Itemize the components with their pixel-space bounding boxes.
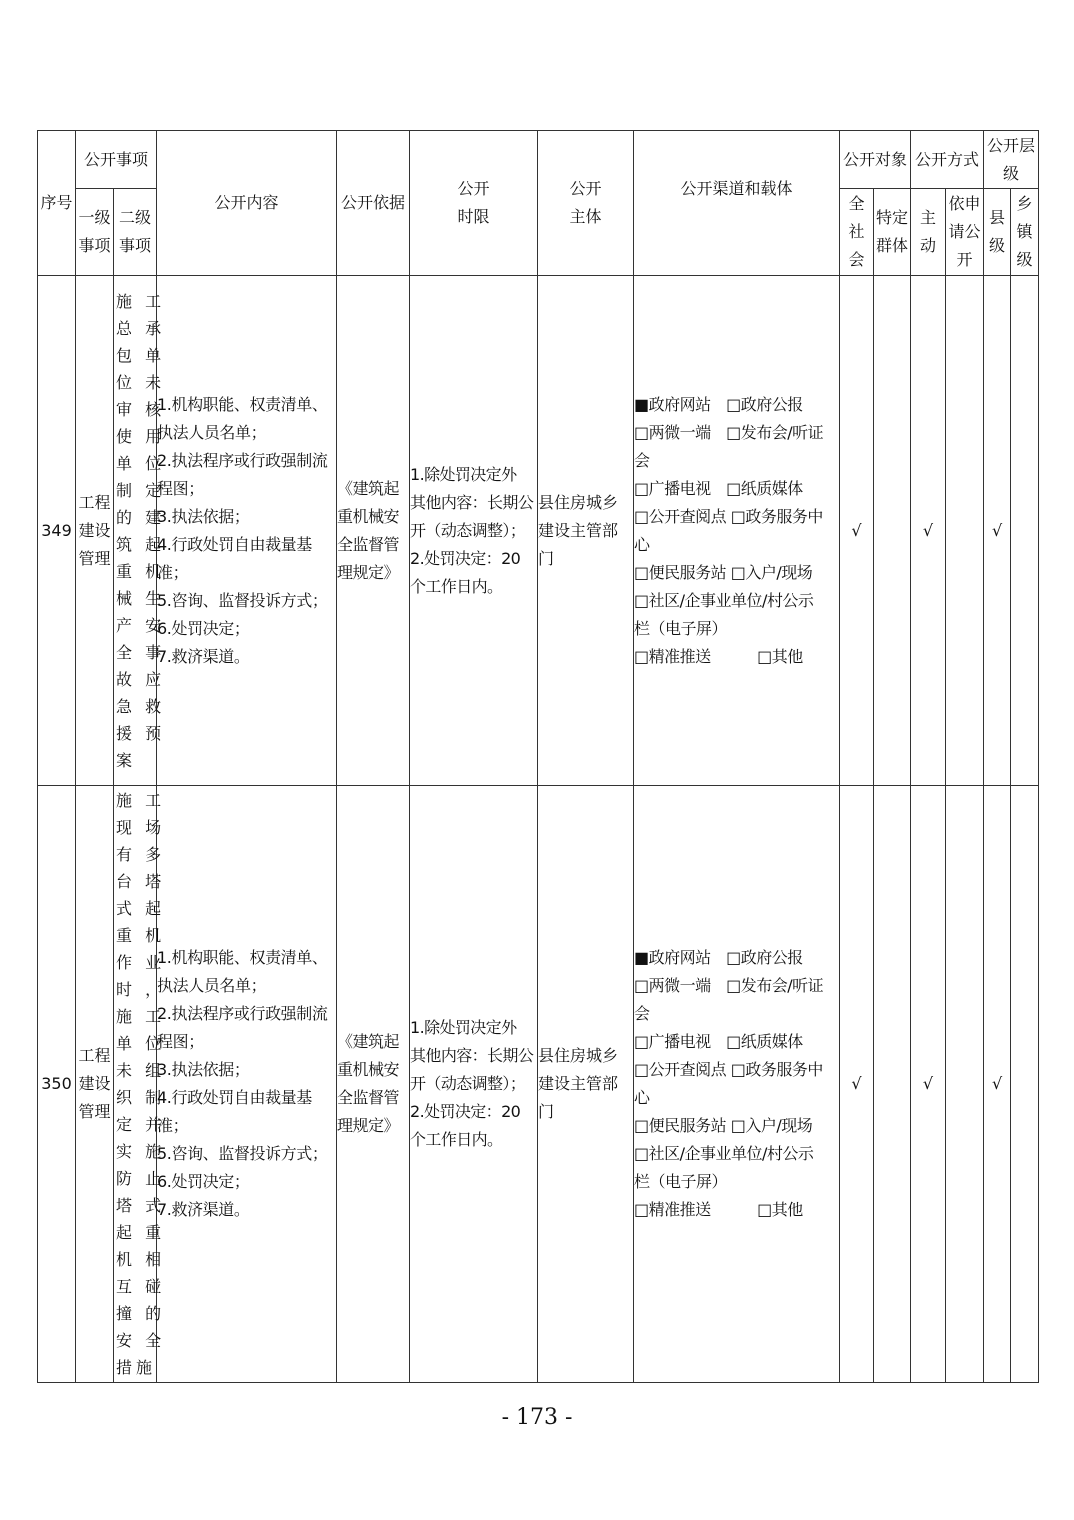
- row-level-town-mark: [1011, 276, 1039, 786]
- header-time-limit: 公开 时限: [410, 131, 538, 276]
- row-audience-all-mark: √: [840, 276, 874, 786]
- header-content: 公开内容: [157, 131, 337, 276]
- row-audience-all-mark: √: [840, 786, 874, 1383]
- row-channel: ■政府网站 □政府公报 □两微一端 □发布会/听证 会 □广播电视 □纸质媒体 □公开查阅点 □政务服务中 心 □便民服务站 □入户/现场 □社区/企事业单位/村公示 栏（电子屏） □精准推送 □其他: [634, 786, 840, 1383]
- header-level-town: 乡 镇 级: [1011, 189, 1039, 276]
- header-item-group: 公开事项: [76, 131, 157, 189]
- row-level-county-mark: √: [984, 276, 1011, 786]
- row-audience-group-mark: [874, 786, 911, 1383]
- row-level2: 施 工 现 场 有 多 台 塔 式 起 重 机 作 业 时 ， 施 工 单 位 未 组 织 制 定 并 实 施 防 止 塔 式 起 重 机 相 互 碰 撞 的 安 全 措施: [116, 791, 166, 1377]
- row-subject: 县住房城乡 建设主管部 门: [538, 786, 634, 1383]
- row-content: 1.机构职能、权责清单、 执法人员名单； 2.执法程序或行政强制流 程图； 3.执法依据； 4.行政处罚自由裁量基 准； 5.咨询、监督投诉方式； 6.处罚决定； 7.救济渠道。: [157, 786, 337, 1383]
- row-time-limit: 1.除处罚决定外 其他内容：长期公 开（动态调整）； 2.处罚决定：20 个工作日内。: [410, 786, 538, 1383]
- row-content: 1.机构职能、权责清单、 执法人员名单； 2.执法程序或行政强制流 程图； 3.执法依据； 4.行政处罚自由裁量基 准； 5.咨询、监督投诉方式； 6.处罚决定； 7.救济渠道。: [157, 276, 337, 786]
- header-level-county: 县 级: [984, 189, 1011, 276]
- row-subject: 县住房城乡 建设主管部 门: [538, 276, 634, 786]
- header-subject: 公开 主体: [538, 131, 634, 276]
- header-audience: 公开对象: [840, 131, 911, 189]
- row-time-limit: 1.除处罚决定外 其他内容：长期公 开（动态调整）； 2.处罚决定：20 个工作日内。: [410, 276, 538, 786]
- disclosure-table: [37, 130, 1039, 1383]
- header-audience-all: 全 社 会: [840, 189, 874, 276]
- header-level: 公开层 级: [984, 131, 1039, 189]
- row-channel: ■政府网站 □政府公报 □两微一端 □发布会/听证 会 □广播电视 □纸质媒体 □公开查阅点 □政务服务中 心 □便民服务站 □入户/现场 □社区/企事业单位/村公示 栏（电子屏） □精准推送 □其他: [634, 276, 840, 786]
- row-audience-group-mark: [874, 276, 911, 786]
- header-method: 公开方式: [911, 131, 984, 189]
- header-channel: 公开渠道和载体: [634, 131, 840, 276]
- row-level-town-mark: [1011, 786, 1039, 1383]
- row-method-request-mark: [946, 786, 984, 1383]
- row-basis: 《建筑起 重机械安 全监督管 理规定》: [337, 276, 410, 786]
- header-method-active: 主 动: [911, 189, 946, 276]
- row-level1: 工程 建设 管理: [76, 276, 114, 786]
- row-method-active-mark: √: [911, 276, 946, 786]
- row-seq: 349: [38, 276, 76, 786]
- header-level2: 二级事项: [114, 189, 157, 276]
- page-number: - 173 -: [501, 1405, 573, 1430]
- table-row: [38, 786, 1039, 1383]
- row-level1: 工程 建设 管理: [76, 786, 114, 1383]
- header-audience-group: 特定 群体: [874, 189, 911, 276]
- header-seq: 序号: [38, 131, 76, 276]
- table-row: [38, 276, 1039, 786]
- header-level1: 一级事项: [76, 189, 114, 276]
- row-seq: 350: [38, 786, 76, 1383]
- row-basis: 《建筑起 重机械安 全监督管 理规定》: [337, 786, 410, 1383]
- header-method-request: 依申 请公 开: [946, 189, 984, 276]
- header-basis: 公开依据: [337, 131, 410, 276]
- row-method-request-mark: [946, 276, 984, 786]
- row-level-county-mark: √: [984, 786, 1011, 1383]
- row-method-active-mark: √: [911, 786, 946, 1383]
- row-level2: 施 工 总 承 包 单 位 未 审 核 使 用 单 位 制 定 的 建 筑 起 重 机 械 生 产 安 全 事 故 应 急 救 援 预 案: [116, 291, 166, 770]
